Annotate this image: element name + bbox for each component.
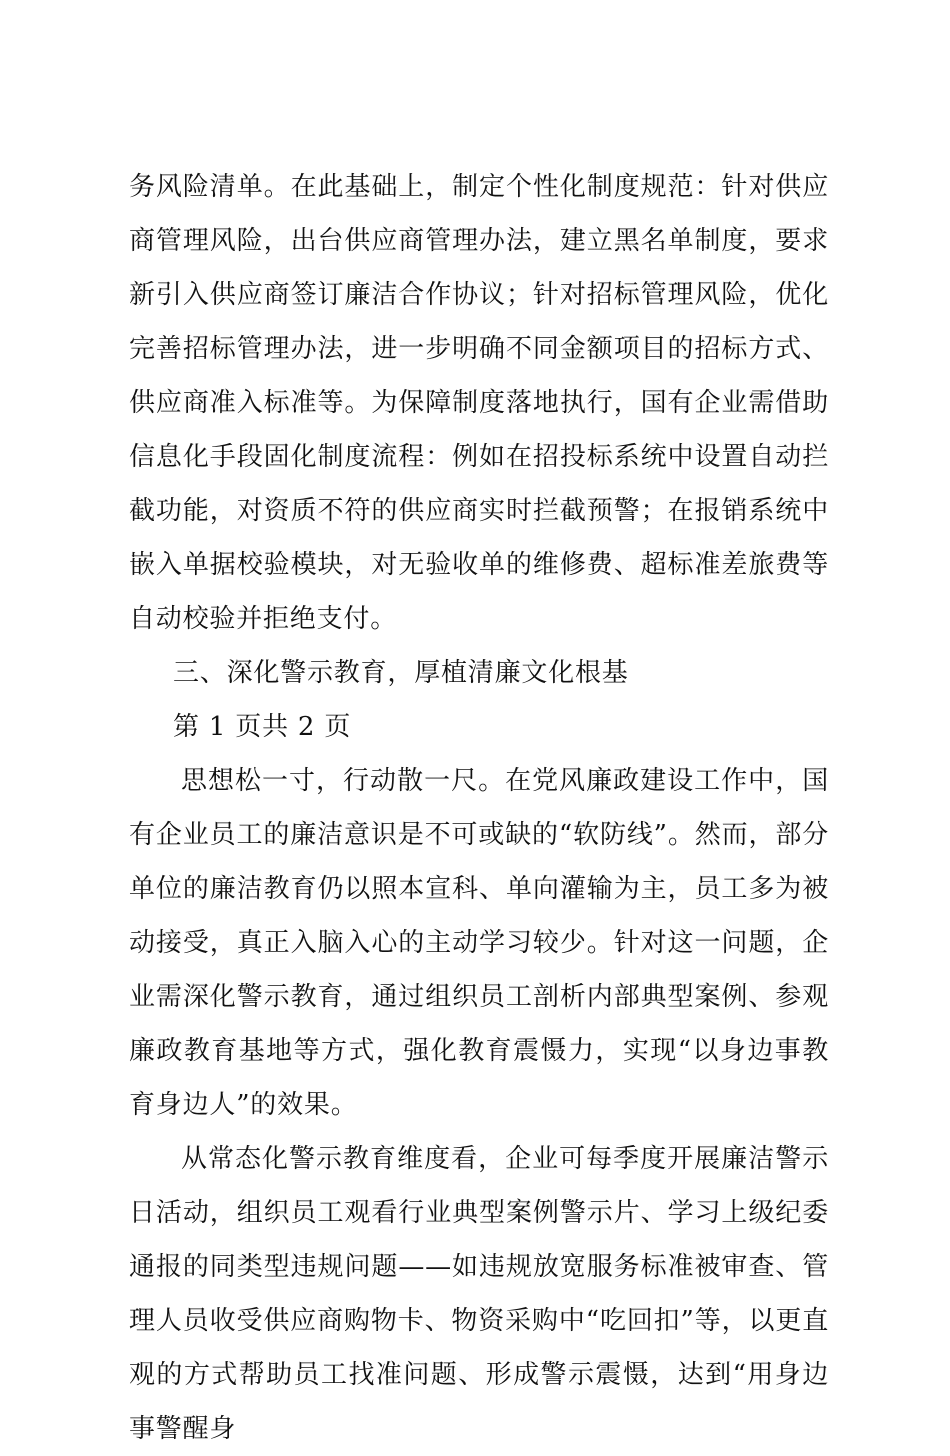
paragraph-continuation: 务风险清单。在此基础上，制定个性化制度规范：针对供应商管理风险，出台供应商管理办法，建立黑名单制度，要求新引入供应商签订廉洁合作协议；针对招标管理风险，优化完善招标管理办法，进一步明确不同金额项目的招标方式、供应商准入标准等。为保障制度落地执行，国有企业需借助信息化手段固化制度流程：例如在招投标系统中设置自动拦截功能，对资质不符的供应商实时拦截预警；在报销系统中嵌入单据校验模块，对无验收单的维修费、超标准差旅费等自动校验并拒绝支付。 <box>129 172 829 634</box>
page-number-marker: 第 1 页共 2 页 <box>173 712 352 742</box>
section-heading: 三、深化警示教育，厚植清廉文化根基 <box>173 658 629 688</box>
paragraph-body: 从常态化警示教育维度看，企业可每季度开展廉洁警示日活动，组织员工观看行业典型案例警示片、学习上级纪委通报的同类型违规问题——如违规放宽服务标准被审查、管理人员收受供应商购物卡、物资采购中“吃回扣”等，以更直观的方式帮助员工找准问题、形成警示震慑，达到“用身边事警醒身 <box>129 1144 829 1444</box>
paragraph-body: 思想松一寸，行动散一尺。在党风廉政建设工作中，国有企业员工的廉洁意识是不可或缺的“软防线”。然而，部分单位的廉洁教育仍以照本宣科、单向灌输为主，员工多为被动接受，真正入脑入心的主动学习较少。针对这一问题，企业需深化警示教育，通过组织员工剖析内部典型案例、参观廉政教育基地等方式，强化教育震慑力，实现“以身边事教育身边人”的效果。 <box>129 766 829 1120</box>
document-body <box>129 160 829 1456</box>
